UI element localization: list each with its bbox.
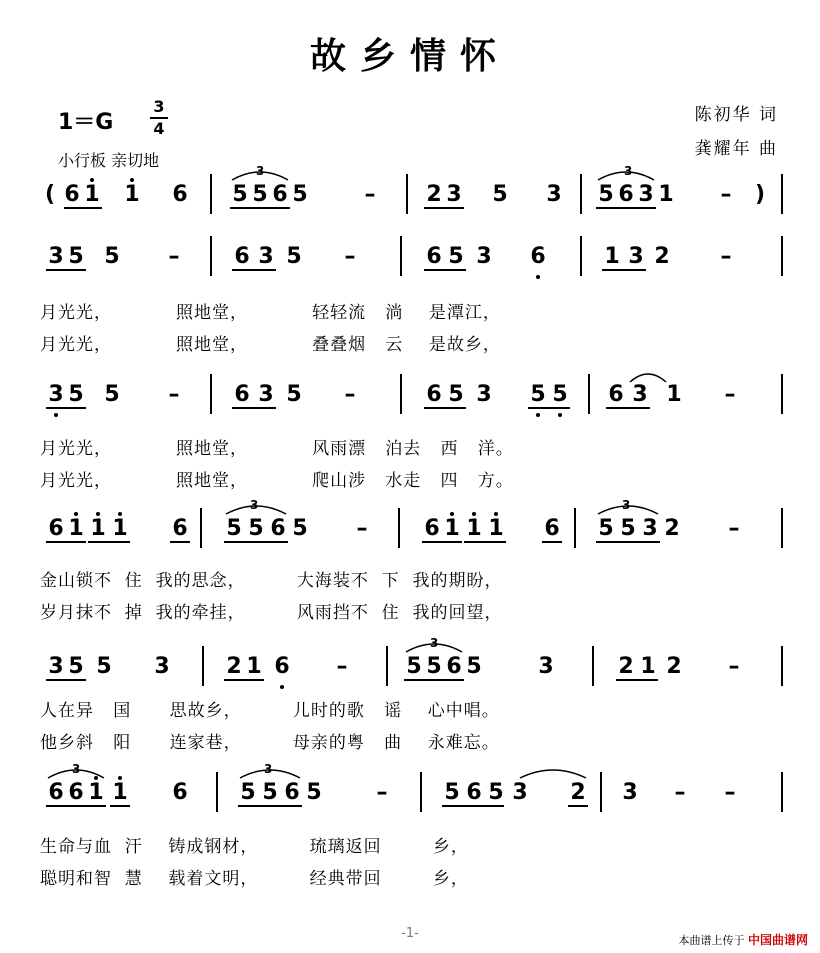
note: 6: [446, 654, 462, 679]
lyric-verse-2: 聪明和智 慧 载着文明， 经典带回 乡，: [40, 869, 469, 889]
octave-dot: [74, 512, 78, 516]
lyric-verse-1: 生命与血 汗 铸成钢材， 琉璃返回 乡，: [40, 837, 469, 857]
note: 3: [258, 382, 274, 407]
beam-line: [602, 269, 646, 271]
note: 1: [84, 182, 100, 207]
octave-dot: [280, 685, 284, 689]
beam-line: [542, 541, 562, 543]
note: 6: [272, 182, 288, 207]
note: 6: [48, 780, 64, 805]
note: 5: [96, 654, 112, 679]
note: 2: [570, 780, 586, 805]
note: 5: [466, 654, 482, 679]
note: 5: [240, 780, 256, 805]
note: –: [336, 654, 348, 679]
note: 1: [88, 780, 104, 805]
note: 2: [226, 654, 242, 679]
note: 6: [426, 382, 442, 407]
note: 1: [124, 182, 140, 207]
note: 6: [618, 182, 634, 207]
bar-line: [202, 646, 204, 686]
note: –: [674, 780, 686, 805]
bar-line: [781, 236, 783, 276]
note: –: [344, 244, 356, 269]
note: 6: [466, 780, 482, 805]
triplet-mark: 3: [264, 762, 273, 776]
slur-arc: [596, 502, 660, 516]
bar-line: [400, 236, 402, 276]
note: 6: [270, 516, 286, 541]
slur-arc: [596, 168, 656, 182]
note: 3: [546, 182, 562, 207]
note: 6: [274, 654, 290, 679]
note: 5: [252, 182, 268, 207]
beam-line: [616, 679, 658, 681]
note: 6: [424, 516, 440, 541]
bar-line: [781, 772, 783, 812]
note: –: [724, 382, 736, 407]
bar-line: [216, 772, 218, 812]
beam-line: [46, 269, 86, 271]
bar-line: [398, 508, 400, 548]
bar-line: [210, 374, 212, 414]
bar-line: [781, 174, 783, 214]
slur-arc: [238, 766, 302, 780]
note: 3: [512, 780, 528, 805]
bar-line: [580, 174, 582, 214]
note: –: [168, 244, 180, 269]
beam-line: [232, 407, 276, 409]
song-title: 故乡情怀: [309, 35, 510, 77]
beam-line: [238, 805, 302, 807]
note: –: [724, 780, 736, 805]
note: 6: [608, 382, 624, 407]
note: 1: [444, 516, 460, 541]
lyric-verse-2: 月光光， 照地堂， 爬山涉 水走 四 方。: [40, 471, 514, 491]
note: 2: [618, 654, 634, 679]
lyric-verse-1: 金山锁不 住 我的思念， 大海装不 下 我的期盼，: [40, 571, 503, 591]
note: 3: [48, 244, 64, 269]
lyric-verse-1: 月光光， 照地堂， 轻轻流 淌 是潭江，: [40, 303, 501, 323]
octave-dot: [118, 776, 122, 780]
bar-line: [210, 174, 212, 214]
beam-line: [442, 805, 504, 807]
note: 5: [286, 382, 302, 407]
note: 1: [658, 182, 674, 207]
notation-line: [40, 164, 785, 214]
beam-line: [170, 541, 190, 543]
triplet-mark: 3: [430, 636, 439, 650]
note: 5: [232, 182, 248, 207]
tempo-marking: 小行板 亲切地: [58, 151, 160, 170]
beam-line: [88, 541, 130, 543]
upload-text: 本曲谱上传于: [678, 934, 745, 947]
triplet-mark: 3: [250, 498, 259, 512]
octave-dot: [536, 413, 540, 417]
note: 6: [530, 244, 546, 269]
beam-line: [528, 407, 570, 409]
bar-line: [580, 236, 582, 276]
note: 5: [598, 516, 614, 541]
note: –: [728, 654, 740, 679]
note: 5: [552, 382, 568, 407]
note: 6: [64, 182, 80, 207]
note: 1: [90, 516, 106, 541]
note: 5: [444, 780, 460, 805]
lyricist-credit: 陈初华 词: [694, 105, 778, 125]
note: 5: [492, 182, 508, 207]
bar-line: [406, 174, 408, 214]
paren-open: (: [44, 182, 56, 207]
note: 5: [68, 244, 84, 269]
note: 3: [642, 516, 658, 541]
notation-line: [40, 762, 785, 812]
note: –: [344, 382, 356, 407]
triplet-mark: 3: [622, 498, 631, 512]
note: 5: [68, 382, 84, 407]
note: 6: [48, 516, 64, 541]
beam-line: [596, 541, 660, 543]
beam-line: [46, 541, 86, 543]
beam-line: [46, 407, 86, 409]
notation-line: [40, 498, 785, 548]
bar-line: [574, 508, 576, 548]
composer-credit: 龚耀年 曲: [694, 139, 778, 159]
note: –: [720, 182, 732, 207]
bar-line: [588, 374, 590, 414]
beam-line: [46, 805, 106, 807]
octave-dot: [494, 512, 498, 516]
lyric-verse-1: 人在异 国 思故乡， 儿时的歌 谣 心中唱。: [40, 701, 500, 721]
note: 3: [628, 244, 644, 269]
note: 3: [638, 182, 654, 207]
note: 1: [466, 516, 482, 541]
octave-dot: [96, 512, 100, 516]
note: 1: [640, 654, 656, 679]
slur-arc: [46, 766, 106, 780]
note: 1: [68, 516, 84, 541]
page-number: -1-: [401, 926, 419, 941]
note: 5: [292, 182, 308, 207]
note: 6: [426, 244, 442, 269]
note: 5: [620, 516, 636, 541]
bar-line: [400, 374, 402, 414]
beam-line: [110, 805, 130, 807]
bar-line: [781, 508, 783, 548]
beam-line: [424, 407, 466, 409]
octave-dot: [90, 178, 94, 182]
note: 1: [488, 516, 504, 541]
note: 3: [446, 182, 462, 207]
triplet-mark: 3: [72, 762, 81, 776]
key-signature: 1＝G: [58, 110, 114, 135]
beam-line: [596, 207, 656, 209]
lyric-verse-2: 月光光， 照地堂， 叠叠烟 云 是故乡，: [40, 335, 501, 355]
notation-line: [40, 236, 785, 276]
slur-arc: [518, 766, 588, 780]
bar-line: [200, 508, 202, 548]
note: 3: [538, 654, 554, 679]
bar-line: [592, 646, 594, 686]
slur-arc: [224, 502, 288, 516]
bar-line: [781, 646, 783, 686]
paren-close: ): [754, 182, 766, 207]
triplet-mark: 3: [256, 164, 265, 178]
note: 5: [448, 382, 464, 407]
note: –: [376, 780, 388, 805]
note: 5: [306, 780, 322, 805]
note: 2: [664, 516, 680, 541]
note: 6: [172, 182, 188, 207]
notation-line: [40, 374, 785, 414]
beam-line: [232, 269, 276, 271]
beam-line: [46, 679, 86, 681]
octave-dot: [558, 413, 562, 417]
bar-line: [420, 772, 422, 812]
bar-line: [386, 646, 388, 686]
beam-line: [568, 805, 588, 807]
octave-dot: [54, 413, 58, 417]
triplet-mark: 3: [624, 164, 633, 178]
note: –: [364, 182, 376, 207]
octave-dot: [472, 512, 476, 516]
note: 3: [48, 382, 64, 407]
note: 2: [654, 244, 670, 269]
note: 3: [154, 654, 170, 679]
site-logo: 中国曲谱网: [747, 933, 808, 947]
lyric-verse-2: 岁月抹不 掉 我的牵挂， 风雨挡不 住 我的回望，: [40, 603, 503, 623]
bar-line: [600, 772, 602, 812]
note: 1: [604, 244, 620, 269]
note: 5: [286, 244, 302, 269]
lyric-verse-1: 月光光， 照地堂， 风雨漂 泊去 西 洋。: [40, 439, 514, 459]
note: 3: [48, 654, 64, 679]
note: 3: [632, 382, 648, 407]
beam-line: [424, 269, 466, 271]
note: –: [728, 516, 740, 541]
note: 1: [112, 516, 128, 541]
beam-line: [224, 679, 264, 681]
slur-arc: [404, 640, 464, 654]
slur-arc: [230, 168, 290, 182]
bar-line: [210, 236, 212, 276]
octave-dot: [536, 275, 540, 279]
note: 5: [104, 244, 120, 269]
note: 5: [488, 780, 504, 805]
note: 2: [426, 182, 442, 207]
note: 3: [258, 244, 274, 269]
note: –: [720, 244, 732, 269]
beam-line: [230, 207, 290, 209]
beam-line: [404, 679, 464, 681]
source-credit: [678, 931, 808, 948]
note: 5: [104, 382, 120, 407]
note: 5: [530, 382, 546, 407]
note: 5: [226, 516, 242, 541]
lyric-verse-2: 他乡斜 阳 连家巷， 母亲的粤 曲 永难忘。: [40, 733, 500, 753]
note: 3: [622, 780, 638, 805]
note: 6: [544, 516, 560, 541]
time-bottom: 4: [153, 119, 165, 138]
note: 1: [666, 382, 682, 407]
beam-line: [224, 541, 288, 543]
bar-line: [781, 374, 783, 414]
note: –: [168, 382, 180, 407]
note: 5: [448, 244, 464, 269]
note: 1: [246, 654, 262, 679]
note: 6: [172, 516, 188, 541]
note: 5: [426, 654, 442, 679]
beam-line: [422, 541, 462, 543]
note: 6: [234, 244, 250, 269]
note: –: [356, 516, 368, 541]
note: 5: [598, 182, 614, 207]
octave-dot: [118, 512, 122, 516]
octave-dot: [450, 512, 454, 516]
note: 6: [234, 382, 250, 407]
note: 3: [476, 244, 492, 269]
note: 6: [284, 780, 300, 805]
beam-line: [606, 407, 650, 409]
beam-line: [64, 207, 102, 209]
beam-line: [464, 541, 506, 543]
slur-arc: [628, 370, 668, 384]
notation-line: [40, 636, 785, 686]
time-top: 3: [153, 97, 165, 116]
note: 6: [68, 780, 84, 805]
note: 5: [248, 516, 264, 541]
note: 2: [666, 654, 682, 679]
octave-dot: [130, 178, 134, 182]
time-signature: [150, 98, 168, 138]
note: 5: [262, 780, 278, 805]
note: 5: [292, 516, 308, 541]
note: 5: [68, 654, 84, 679]
note: 5: [406, 654, 422, 679]
note: 6: [172, 780, 188, 805]
note: 3: [476, 382, 492, 407]
beam-line: [424, 207, 464, 209]
note: 1: [112, 780, 128, 805]
